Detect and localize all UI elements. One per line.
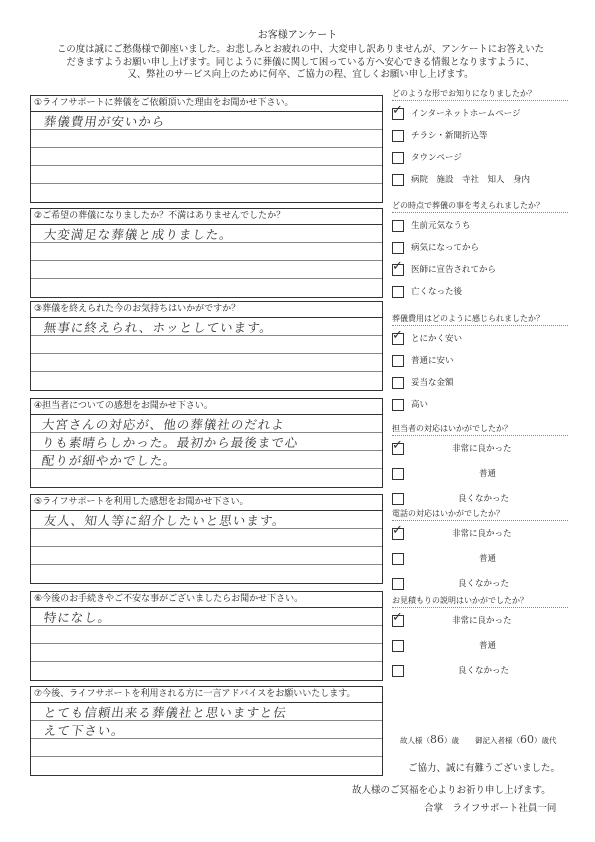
checkbox[interactable] [392,523,404,540]
choice-option-label: 妥当な金額 [411,378,454,388]
question-label: ④担当者についての感想をお聞かせ下さい。 [31,399,382,415]
checkbox[interactable] [392,438,404,455]
answer-line[interactable] [31,547,382,565]
choice-option-label: 病気になってから [411,243,480,253]
choice-option [392,328,568,348]
handwritten-answer: 友人、知人等に紹介したいと思います。 [42,513,287,528]
question-label: ⑦今後、ライフサポートを利用される方に一言アドバイスをお願いいたします。 [31,687,382,703]
choice-option-label: 普通に安い [411,356,454,366]
question-box-3 [30,301,383,391]
page-title: お客様アンケート [257,30,338,41]
choice-option-label: 良くなかった [458,579,510,589]
answer-line[interactable] [31,644,382,662]
closing-signature: 合掌 ライフサポート社員一同 [424,803,557,814]
checkbox[interactable] [392,328,404,345]
answer-line[interactable] [31,279,382,297]
choice-option [392,242,568,257]
writer-age-label: 御記入者様（ [475,736,520,745]
choice-option [392,174,568,189]
choice-option-label: 良くなかった [458,494,510,504]
checkbox[interactable] [392,259,404,276]
choice-option-label: 医師に宣告されてから [411,265,497,275]
closing-condolence: 故人様のご冥福を心よりお祈り申し上げます。 [352,785,551,796]
handwritten-answer: えて下さい。 [42,723,126,738]
answer-line[interactable] [31,336,382,354]
checkbox[interactable] [392,220,404,232]
answer-line[interactable] [31,626,382,644]
choice-option-label: インターネットホームページ [411,109,521,119]
writer-age-field [475,733,557,746]
answer-line[interactable] [31,148,382,166]
checkbox[interactable] [392,399,404,411]
checkbox[interactable] [392,377,404,389]
checkbox[interactable] [392,553,404,565]
choice-option [392,377,568,392]
choice-option-label: タウンページ [411,153,462,163]
choice-option [392,259,568,279]
checkbox[interactable] [392,103,404,120]
choice-option-label: 普通 [479,641,497,651]
answer-line[interactable] [31,166,382,184]
choice-option [392,640,568,655]
choice-option-label: 生前元気なうち [411,221,471,231]
checkbox[interactable] [392,493,404,505]
question-label: ②ご希望の葬儀になりましたか？不満はありませんでしたか？ [31,209,382,225]
answer-line[interactable] [31,757,382,775]
answer-line[interactable] [31,261,382,279]
answer-line[interactable] [31,372,382,390]
choice-option [392,553,568,568]
choice-option [392,493,568,508]
question-box-6 [30,591,383,681]
answer-line[interactable] [31,243,382,261]
choice-option [392,665,568,680]
answer-line[interactable] [31,354,382,372]
question-label: ①ライフサポートに葬儀をご依頼頂いた理由をお聞かせ下さい。 [31,96,382,112]
checkmark-icon: ✓ [392,523,403,538]
handwritten-answer: 大変満足な葬儀と成りました。 [42,227,234,242]
choice-option-label: 亡くなった後 [411,287,463,297]
choice-option [392,610,568,630]
checkbox[interactable] [392,174,404,186]
handwritten-answer: 特になし。 [42,610,113,625]
choice-option [392,152,568,167]
choice-option-label: 高い [411,400,429,410]
checkmark-icon: ✓ [392,259,403,274]
choice-option [392,523,568,543]
choice-question-label: どのような形でお知りになりましたか？ [392,88,568,101]
checkmark-icon: ✓ [392,103,403,118]
checkmark-icon: ✓ [392,328,403,343]
answer-line[interactable] [31,565,382,583]
handwritten-answer: 葬儀費用が安いから [42,114,167,129]
choice-option [392,220,568,235]
question-box-2 [30,208,383,298]
question-box-5 [30,494,383,584]
choice-option [392,438,568,458]
deceased-age-label: 故人様（ [400,736,430,745]
question-label: ⑥今後のお手続きやご不安な事がございましたらお聞かせ下さい。 [31,592,382,608]
deceased-age-unit: ）歳 [444,736,459,745]
intro-line: この度は誠にご愁傷様で御座いました。お悲しみとお疲れの中、大変申し訳ありませんが、アンケートにお答えいた [57,44,544,55]
choice-option-label: 病院 施設 寺社 知人 身内 [411,175,531,185]
choice-option-label: とにかく安い [411,334,463,344]
choice-option [392,399,568,414]
choice-option [392,578,568,593]
intro-line: 又、弊社のサービス向上のために何卒、ご協力の程、宜しくお願い申し上げます。 [127,69,474,80]
writer-age-value[interactable]: 60 [520,733,534,746]
answer-line[interactable] [31,184,382,202]
choice-option-label: 普通 [479,554,497,564]
answer-line[interactable] [31,739,382,757]
choice-option-label: 非常に良かった [452,616,512,626]
checkbox[interactable] [392,578,404,590]
question-label: ③葬儀を終えられた今のお気持ちはいかがですか？ [31,302,382,318]
intro-line: だきますようお願い申し上げます。同じように葬儀に関して困っている方へ安心できる情報となりますように、 [66,56,535,68]
answer-line[interactable] [31,469,382,487]
handwritten-answer: とても信頼出来る葬儀社と思いますと伝 [42,705,288,720]
intro-text [28,44,573,82]
choice-option [392,468,568,483]
answer-line[interactable] [31,130,382,148]
handwritten-answer: 無事に終えられ、ホッとしています。 [42,320,275,335]
choice-option-label: 非常に良かった [452,529,512,539]
checkbox[interactable] [392,242,404,254]
choice-question-label: どの時点で葬儀の事を考えられましたか？ [392,200,568,213]
checkmark-icon: ✓ [392,438,403,453]
handwritten-answer: りも素晴らしかった。最初から最後まで心 [40,435,300,450]
question-label: ⑤ライフサポートを利用した感想をお聞かせ下さい。 [31,495,382,511]
checkbox[interactable] [392,286,404,298]
handwritten-answer: 配りが細やかでした。 [40,453,178,468]
choice-question-label: お見積もりの説明はいかがでしたか？ [392,595,568,608]
choice-option [392,286,568,301]
answer-line[interactable] [31,662,382,680]
choice-option-label: 良くなかった [458,666,510,676]
answer-line[interactable] [31,529,382,547]
choice-question-label: 葬儀費用はどのように感じられましたか？ [392,313,568,326]
choice-option-label: チラシ・新聞折込等 [411,131,488,141]
checkbox[interactable] [392,468,404,480]
closing-thanks: ご協力、誠に有難うございました。 [408,763,561,774]
handwritten-answer: 大宮さんの対応が、他の葬儀社のだれよ [40,417,286,432]
choice-option [392,355,568,370]
deceased-age-value[interactable]: 86 [430,733,444,746]
deceased-age-field [400,733,459,746]
writer-age-unit: ）歳代 [534,736,557,745]
checkbox[interactable] [392,152,404,164]
checkbox[interactable] [392,130,404,142]
choice-option [392,130,568,145]
choice-option [392,103,568,123]
choice-question-label: 担当者の対応はいかがでしたか？ [392,423,568,436]
checkbox[interactable] [392,640,404,652]
choice-question-label: 電話の対応はいかがでしたか？ [392,508,568,521]
choice-option-label: 非常に良かった [452,444,512,454]
checkbox[interactable] [392,610,404,627]
checkbox[interactable] [392,665,404,677]
checkmark-icon: ✓ [392,610,403,625]
checkbox[interactable] [392,355,404,367]
choice-option-label: 普通 [479,469,497,479]
